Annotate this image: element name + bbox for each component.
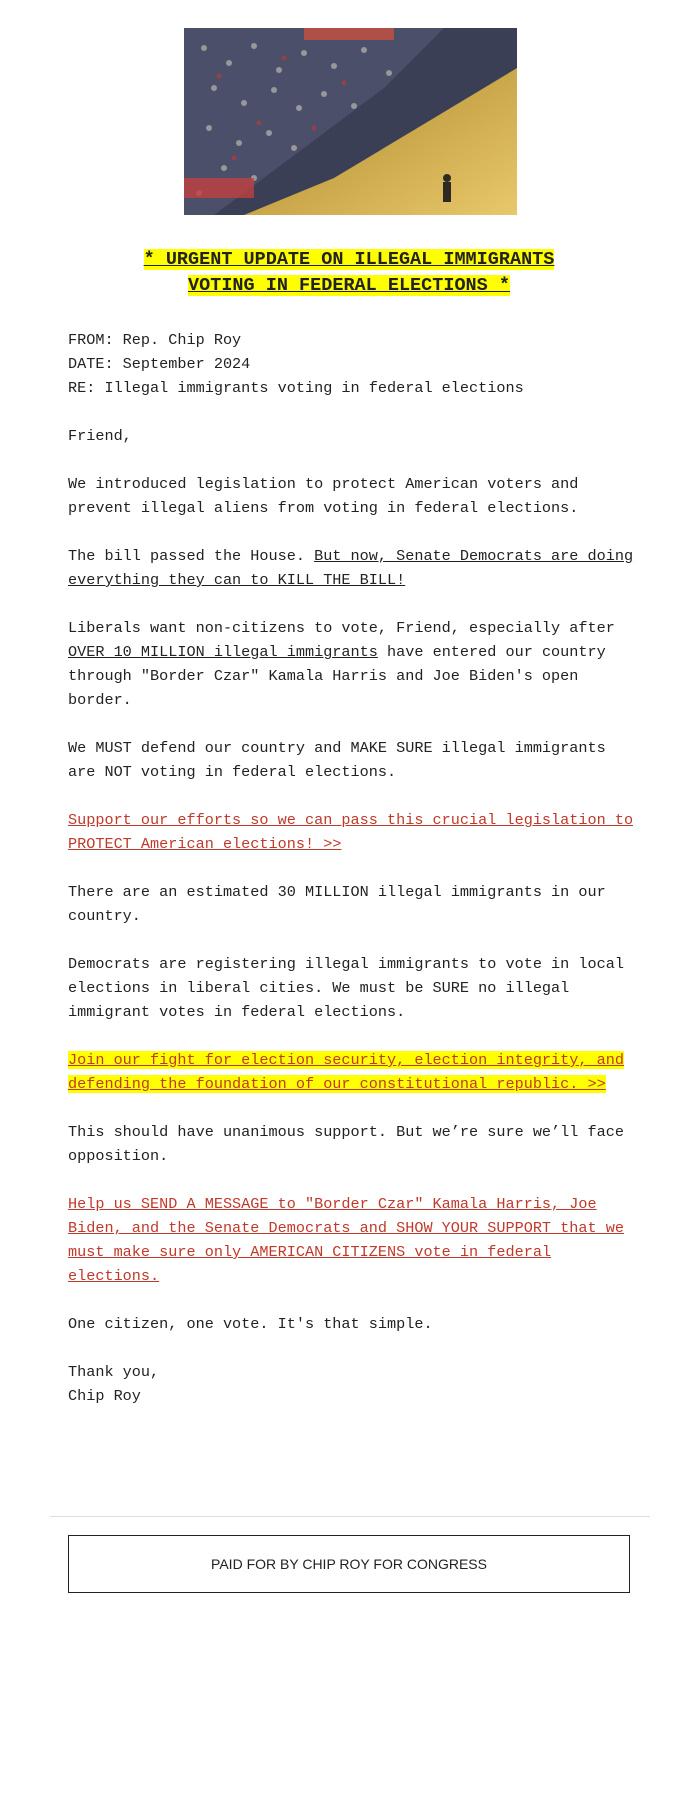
support-efforts-link[interactable]: Support our efforts so we can pass this crucial legislation to PROTECT American elections! >>	[68, 811, 634, 853]
memo-re: RE: Illegal immigrants voting in federal elections	[68, 379, 524, 397]
paragraph-3-tail: have entered our country through "Border Czar" Kamala Harris and Joe Biden's open border.	[68, 643, 606, 709]
paid-for-disclaimer	[68, 1535, 630, 1593]
paragraph-4: We MUST defend our country and MAKE SURE illegal immigrants are NOT voting in federal elections.	[68, 739, 606, 781]
memo-header	[68, 328, 636, 400]
paragraph-7: This should have unanimous support. But we’re sure we’ll face opposition.	[68, 1123, 624, 1165]
hero-image	[184, 28, 517, 215]
send-message-link[interactable]: Help us SEND A MESSAGE to "Border Czar" Kamala Harris, Joe Biden, and the Senate Democrats and SHOW YOUR SUPPORT that we must make sure only AMERICAN CITIZENS vote in federal elections.	[68, 1195, 624, 1285]
crowd-photo-icon	[184, 28, 517, 215]
paragraph-3-lead: Liberals want non-citizens to vote, Friend, especially after	[68, 619, 615, 637]
paragraph-3-underlined: OVER 10 MILLION illegal immigrants	[68, 643, 378, 661]
paragraph-1: We introduced legislation to protect American voters and prevent illegal aliens from voting in federal elections.	[68, 475, 579, 517]
headline-line-2: VOTING IN FEDERAL ELECTIONS *	[188, 275, 510, 296]
paragraph-6: Democrats are registering illegal immigrants to vote in local elections in liberal cities. We must be SURE no illegal immigrant votes in federal elections.	[68, 955, 624, 1021]
join-fight-link[interactable]: Join our fight for election security, election integrity, and defending the foundation of our constitutional republic. >>	[68, 1051, 624, 1093]
link-3-paragraph	[68, 1192, 636, 1288]
signoff-name: Chip Roy	[68, 1387, 141, 1405]
signoff-thanks: Thank you,	[68, 1363, 160, 1381]
footer-divider	[50, 1516, 650, 1517]
paragraph-2-lead: The bill passed the House.	[68, 547, 315, 565]
paid-for-text: PAID FOR BY CHIP ROY FOR CONGRESS	[211, 1556, 487, 1572]
paragraph-2-underlined: But now, Senate Democrats are doing everything they can to KILL THE BILL!	[68, 547, 634, 589]
memo-date: DATE: September 2024	[68, 355, 251, 373]
greeting: Friend,	[68, 427, 132, 445]
signoff	[68, 1360, 636, 1408]
link-1-paragraph	[68, 808, 636, 856]
link-2-paragraph	[68, 1048, 636, 1096]
paragraph-2	[68, 544, 636, 592]
paragraph-3	[68, 616, 636, 712]
letter-body	[68, 328, 636, 1408]
paragraph-5: There are an estimated 30 MILLION illegal immigrants in our country.	[68, 883, 606, 925]
memo-from: FROM: Rep. Chip Roy	[68, 331, 242, 349]
headline-line-1: * URGENT UPDATE ON ILLEGAL IMMIGRANTS	[143, 249, 555, 270]
headline	[68, 247, 630, 299]
paragraph-8: One citizen, one vote. It's that simple.	[68, 1315, 433, 1333]
